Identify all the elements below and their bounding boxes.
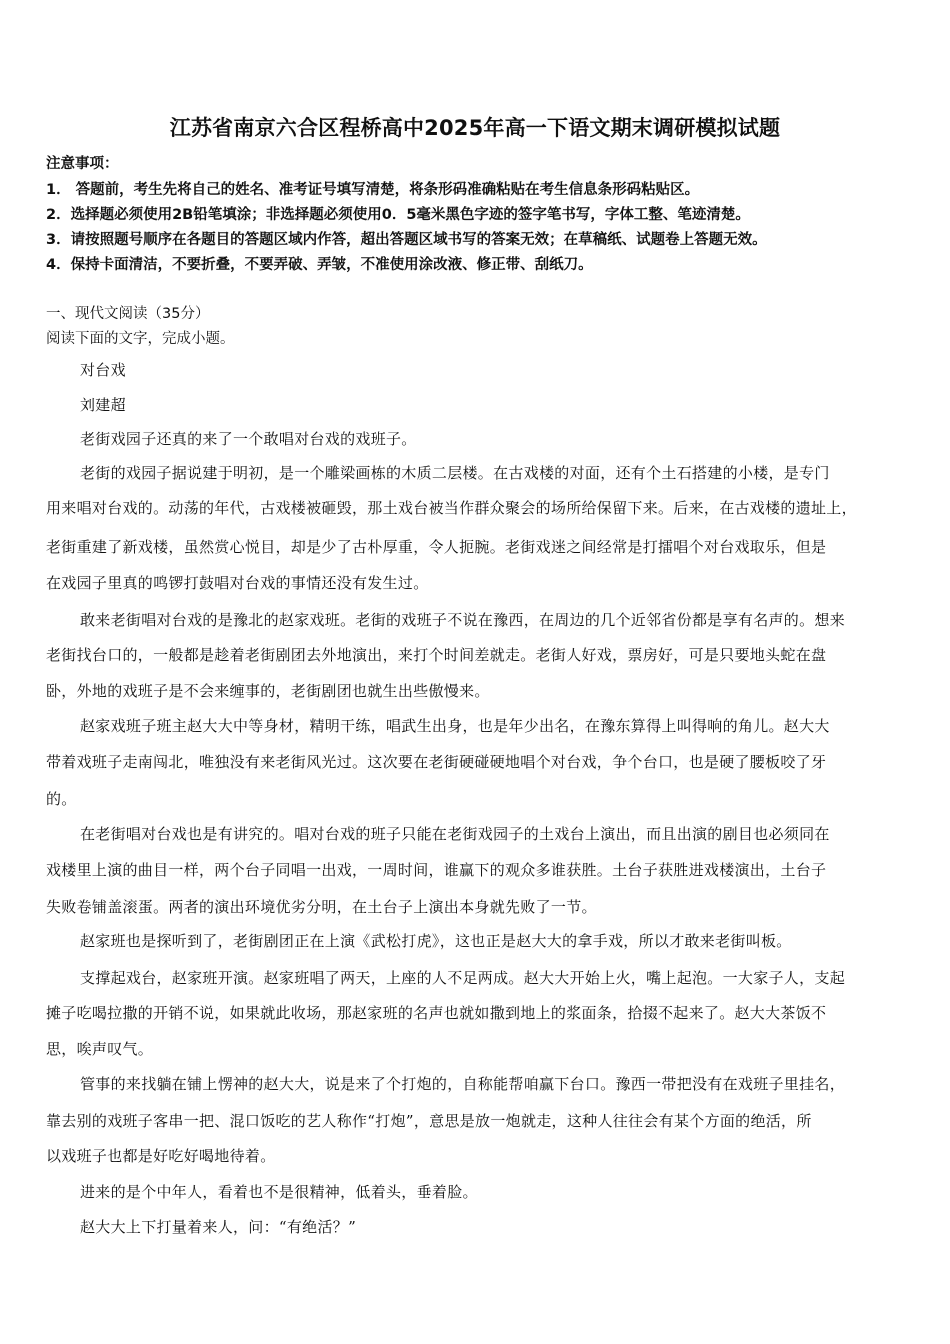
paragraph-line: 失败卷铺盖滚蛋。两者的演出环境优劣分明，在土台子上演出本身就先败了一节。 bbox=[46, 898, 597, 916]
notice-item: 3．请按照题号顺序在各题目的答题区域内作答，超出答题区域书写的答案无效；在草稿纸、试题卷上答题无效。 bbox=[46, 232, 767, 248]
paragraph-line: 戏楼里上演的曲目一样，两个台子同唱一出戏，一周时间，谁赢下的观众多谁获胜。土台子获胜进戏楼演出，土台子 bbox=[46, 861, 827, 879]
paragraph-line: 赵大大上下打量着来人，问：“有绝活？” bbox=[80, 1218, 357, 1236]
section-title: 一、现代文阅读（35分） bbox=[46, 306, 210, 322]
article-title: 对台戏 bbox=[80, 361, 126, 379]
paragraph-line: 老街的戏园子据说建于明初，是一个雕梁画栋的木质二层楼。在古戏楼的对面，还有个土石搭建的小楼，是专门 bbox=[80, 464, 830, 482]
notice-item: 2．选择题必须使用2B铅笔填涂；非选择题必须使用0．5毫米黑色字迹的签字笔书写，字体工整、笔迹清楚。 bbox=[46, 207, 750, 223]
paragraph-line: 卧，外地的戏班子是不会来缠事的，老街剧团也就生出些傲慢来。 bbox=[46, 682, 490, 700]
paragraph-line: 敢来老街唱对台戏的是豫北的赵家戏班。老街的戏班子不说在豫西，在周边的几个近邻省份都是享有名声的。想来 bbox=[80, 611, 846, 629]
paragraph-line: 进来的是个中年人，看着也不是很精神，低着头，垂着脸。 bbox=[80, 1183, 478, 1201]
notice-item: 1． 答题前，考生先将自己的姓名、准考证号填写清楚，将条形码准确粘贴在考生信息条形码粘贴区。 bbox=[46, 182, 700, 198]
paragraph-line: 的。 bbox=[46, 790, 77, 808]
paragraph-line: 老街找台口的，一般都是趁着老街剧团去外地演出，来打个时间差就走。老街人好戏，票房好，可是只要地头蛇在盘 bbox=[46, 646, 827, 664]
notice-item: 4．保持卡面清洁，不要折叠，不要弄破、弄皱，不准使用涂改液、修正带、刮纸刀。 bbox=[46, 257, 593, 273]
paragraph-line: 以戏班子也都是好吃好喝地待着。 bbox=[46, 1147, 276, 1165]
paragraph-line: 在老街唱对台戏也是有讲究的。唱对台戏的班子只能在老街戏园子的土戏台上演出，而且出演的剧目也必须同在 bbox=[80, 825, 830, 843]
paragraph-line: 赵家班也是探听到了，老街剧团正在上演《武松打虎》，这也正是赵大大的拿手戏，所以才敢来老街叫板。 bbox=[80, 932, 792, 950]
paragraph-line: 在戏园子里真的鸣锣打鼓唱对台戏的事情还没有发生过。 bbox=[46, 574, 429, 592]
paragraph-line: 老街重建了新戏楼，虽然赏心悦目，却是少了古朴厚重，令人扼腕。老街戏迷之间经常是打擂唱个对台戏取乐，但是 bbox=[46, 538, 827, 556]
paragraph-line: 赵家戏班子班主赵大大中等身材，精明干练，唱武生出身，也是年少出名，在豫东算得上叫得响的角儿。赵大大 bbox=[80, 717, 830, 735]
paragraph-line: 摊子吃喝拉撒的开销不说，如果就此收场，那赵家班的名声也就如撒到地上的浆面条，拾掇不起来了。赵大大茶饭不 bbox=[46, 1004, 827, 1022]
document-title: 江苏省南京六合区程桥高中2025年高一下语文期末调研模拟试题 bbox=[169, 116, 781, 140]
paragraph-line: 管事的来找躺在铺上愣神的赵大大，说是来了个打炮的，自称能帮咱赢下台口。豫西一带把没有在戏班子里挂名， bbox=[80, 1075, 846, 1093]
article-author: 刘建超 bbox=[80, 396, 126, 414]
paragraph-line: 用来唱对台戏的。动荡的年代，古戏楼被砸毁，那土戏台被当作群众聚会的场所给保留下来。后来，在古戏楼的遗址上， bbox=[46, 499, 857, 517]
paragraph-line: 带着戏班子走南闯北，唯独没有来老街风光过。这次要在老街硬碰硬地唱个对台戏，争个台口，也是硬了腰板咬了牙 bbox=[46, 753, 827, 771]
instruction: 阅读下面的文字，完成小题。 bbox=[46, 331, 235, 347]
paragraph-line: 支撑起戏台，赵家班开演。赵家班唱了两天，上座的人不足两成。赵大大开始上火，嘴上起泡。一大家子人，支起 bbox=[80, 969, 846, 987]
notice-heading: 注意事项： bbox=[46, 156, 119, 172]
paragraph-line: 靠去别的戏班子客串一把、混口饭吃的艺人称作“打炮”，意思是放一炮就走，这种人往往会有某个方面的绝活，所 bbox=[46, 1112, 812, 1130]
paragraph-line: 思，唉声叹气。 bbox=[46, 1040, 154, 1058]
paragraph-line: 老街戏园子还真的来了一个敢唱对台戏的戏班子。 bbox=[80, 430, 417, 448]
